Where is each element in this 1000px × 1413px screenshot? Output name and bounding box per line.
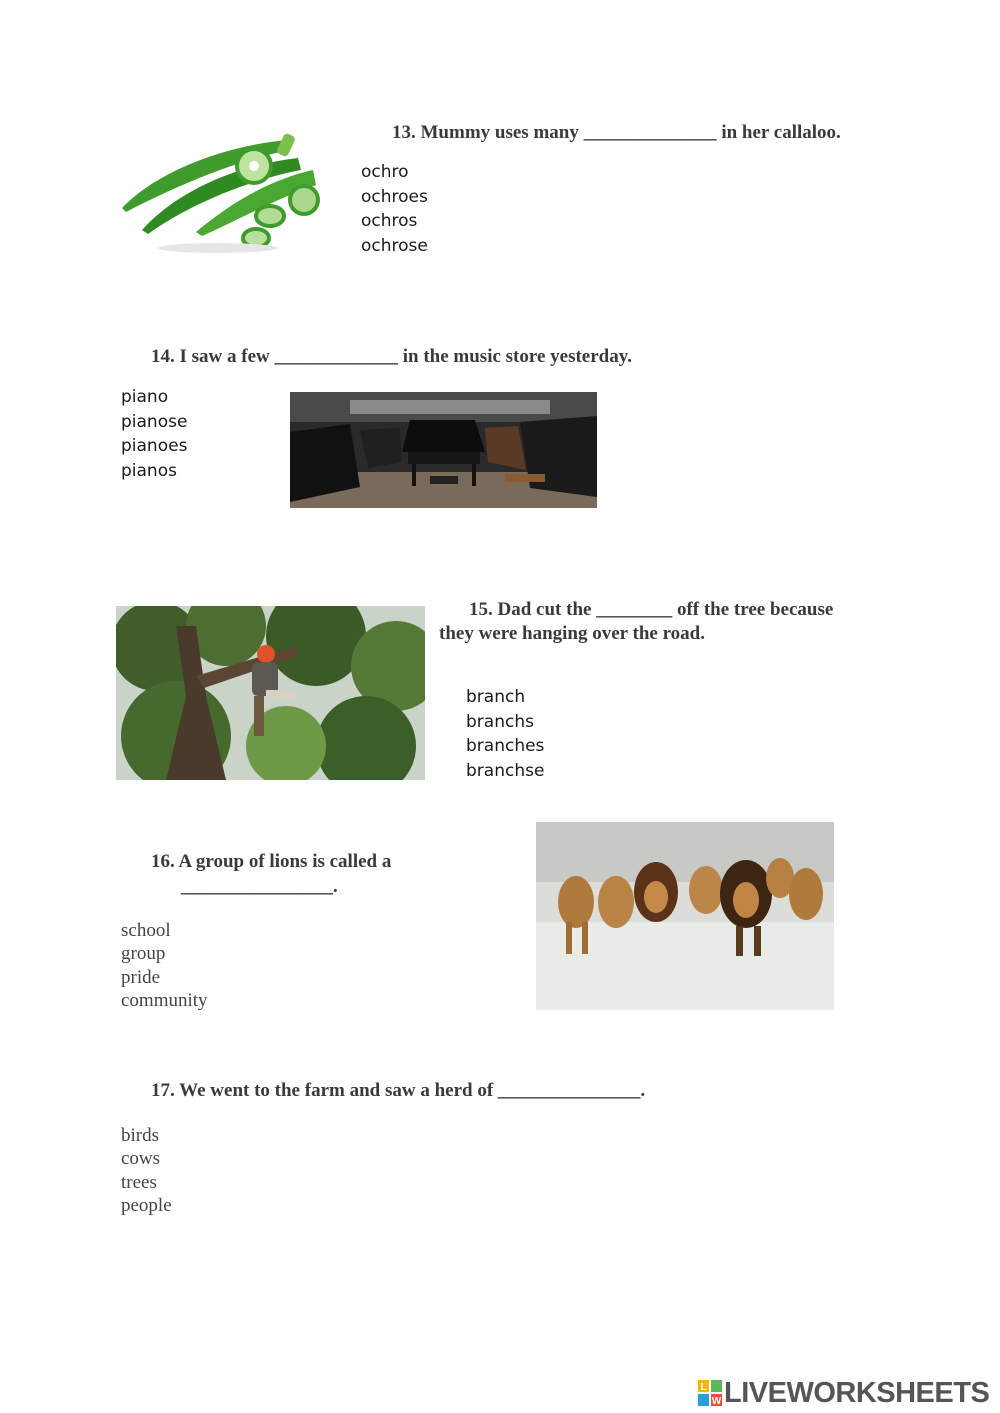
question-13-prompt: 13. Mummy uses many ______________ in her callaloo. bbox=[392, 122, 841, 143]
option-branches[interactable]: branches bbox=[466, 736, 545, 757]
question-14-prompt: 14. I saw a few _____________ in the music store yesterday. bbox=[151, 346, 632, 367]
option-people[interactable]: people bbox=[121, 1194, 172, 1216]
question-15-options bbox=[466, 685, 544, 783]
question-15-prompt-line2: they were hanging over the road. bbox=[439, 623, 705, 644]
logo-text: LIVEWORKSHEETS bbox=[724, 1377, 990, 1409]
logo-badge-letter-l: L bbox=[700, 1382, 707, 1393]
option-group[interactable]: group bbox=[121, 943, 166, 965]
question-17-prompt: 17. We went to the farm and saw a herd of _______________. bbox=[151, 1080, 646, 1101]
option-branchs[interactable]: branchs bbox=[466, 711, 534, 732]
lions-image bbox=[536, 822, 834, 1010]
question-16-prompt-line2: ________________. bbox=[181, 876, 338, 897]
liveworksheets-logo[interactable] bbox=[698, 1378, 989, 1408]
option-ochro[interactable]: ochro bbox=[361, 162, 409, 182]
okra-image bbox=[118, 130, 323, 255]
question-13-options bbox=[361, 160, 428, 258]
tree-cutting-image bbox=[116, 606, 425, 780]
option-ochroes[interactable]: ochroes bbox=[361, 186, 428, 207]
logo-badge-letter-w: W bbox=[711, 1396, 722, 1406]
option-pianos[interactable]: pianos bbox=[121, 460, 177, 481]
option-piano[interactable]: piano bbox=[121, 387, 169, 407]
option-branch[interactable]: branch bbox=[466, 687, 526, 707]
question-14-options bbox=[121, 385, 187, 483]
question-17-options bbox=[121, 1124, 172, 1217]
option-school[interactable]: school bbox=[121, 920, 171, 941]
piano-store-image bbox=[290, 392, 597, 508]
option-pride[interactable]: pride bbox=[121, 966, 161, 988]
option-branchse[interactable]: branchse bbox=[466, 760, 545, 781]
option-birds[interactable]: birds bbox=[121, 1125, 159, 1146]
question-16-prompt-line1: 16. A group of lions is called a bbox=[151, 851, 392, 872]
option-ochros[interactable]: ochros bbox=[361, 211, 418, 232]
question-16-options bbox=[121, 919, 208, 1012]
option-community[interactable]: community bbox=[121, 989, 208, 1011]
option-cows[interactable]: cows bbox=[121, 1148, 161, 1170]
question-15-prompt-line1: 15. Dad cut the ________ off the tree because bbox=[469, 599, 834, 620]
option-ochrose[interactable]: ochrose bbox=[361, 235, 428, 256]
option-pianoes[interactable]: pianoes bbox=[121, 436, 188, 457]
logo-badge-icon bbox=[698, 1380, 722, 1406]
option-trees[interactable]: trees bbox=[121, 1171, 157, 1193]
option-pianose[interactable]: pianose bbox=[121, 411, 188, 432]
